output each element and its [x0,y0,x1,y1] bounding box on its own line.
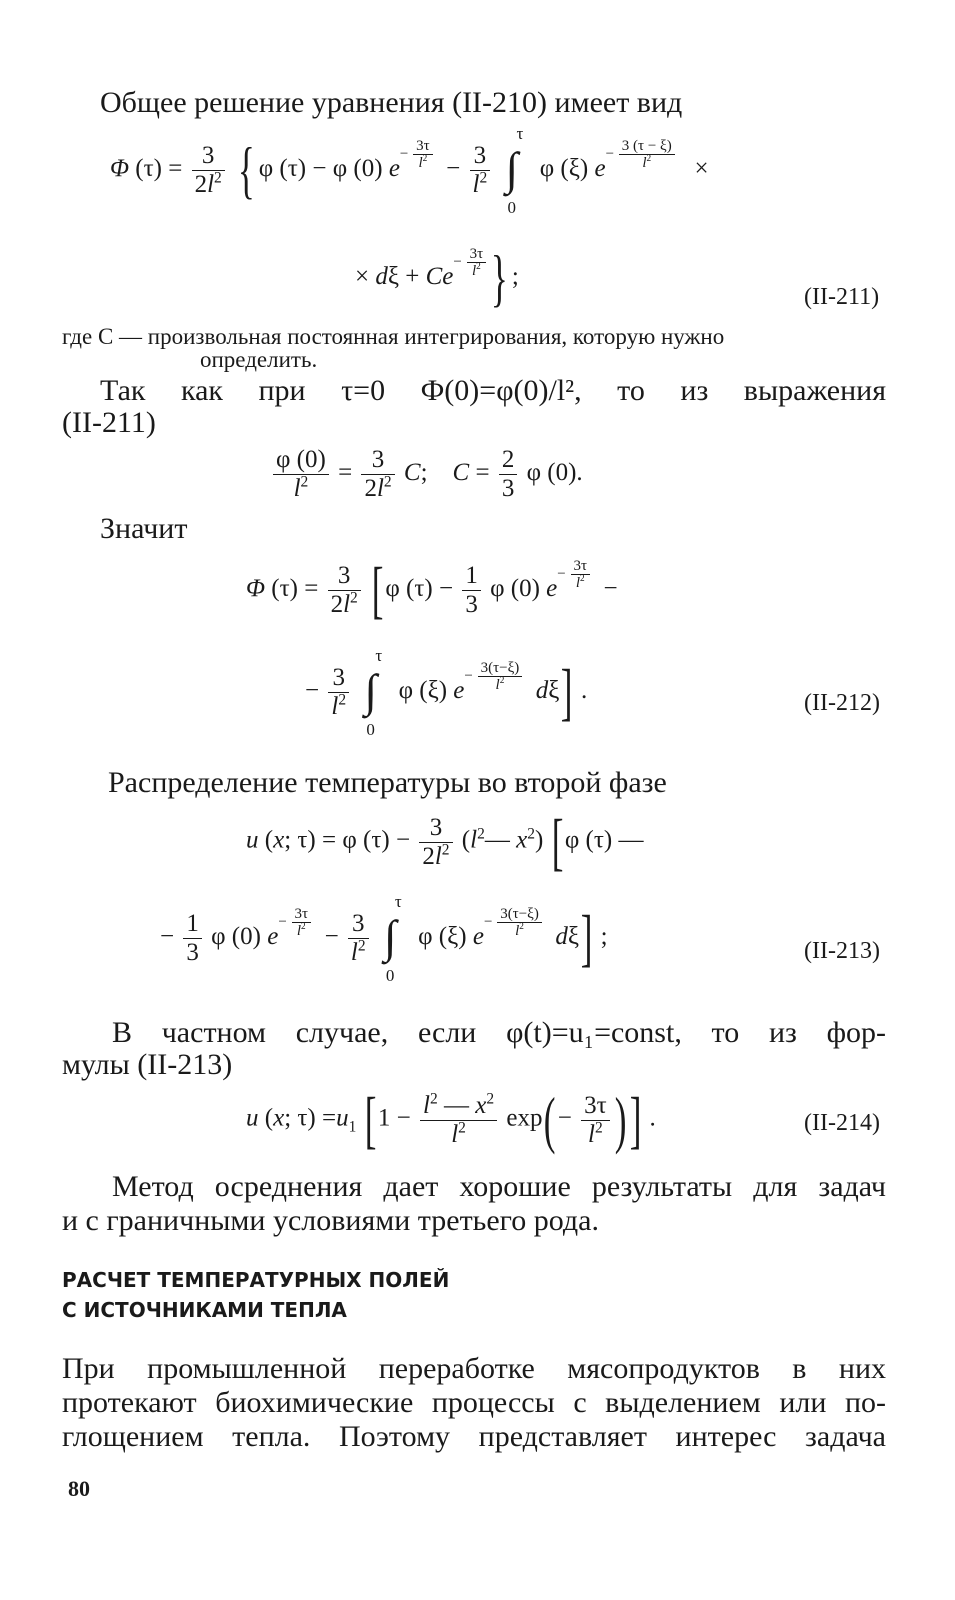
industry-text-line3: глощением тепла. Поэтому представляет интерес задача [62,1420,886,1453]
intro-text: Общее решение уравнения (II-210) имеет вид [100,86,683,119]
industry-text-line2: протекают биохимические процессы с выделением или по- [62,1386,886,1419]
equation-214: u (x; $\tau) =u_1$ [1 − $\frac{l^2 — x^2}{l^2}$ exp(− $\frac{3\tau}{l^2}$ )] . [246,1084,656,1155]
equation-212-line2: − $\frac{3}{l^2}$ ∫ τ 0 φ (ξ) e− $\frac{3(\tau-\xi)}{l^2}$ dξ] . [305,646,588,740]
equation-211-line2: × dξ + Ce− $\frac{3\tau}{l^2}$ } ; [355,242,519,314]
where-text-line1: где С — произвольная постоянная интегрирования, которую нужно [62,324,725,349]
method-text-line1: Метод осреднения дает хорошие результаты для задач [112,1170,886,1203]
particular-text-line1: В частном случае, если φ(t)=u₁=const, то из фор- [112,1016,886,1049]
since-text-line2: (II-211) [62,406,156,439]
therefore-text: Значит [100,512,188,545]
equation-number-213: (II-213) [804,938,880,964]
equation-number-212: (II-212) [804,690,880,716]
section-heading-line2: С ИСТОЧНИКАМИ ТЕПЛА [62,1298,347,1322]
page-number: 80 [68,1476,90,1501]
equation-213-line2: − $\frac{1}{3}$ φ (0) e− $\frac{3\tau}{l^2}$ − $\frac{3}{l^2}$ ∫ τ 0 φ (ξ) e− $\frac{3(\tau-\xi)}{l^2}$ dξ] ; [160,892,608,986]
since-text-line1: Так как при τ=0 Ф(0)=φ(0)/l², то из выражения [100,374,886,407]
distribution-text: Распределение температуры во второй фазе [108,766,667,799]
industry-text-line1: При промышленной переработке мясопродуктов в них [62,1352,886,1385]
particular-text-line2: мулы (II-213) [62,1048,233,1081]
method-text-line2: и с граничными условиями третьего рода. [62,1204,599,1237]
equation-211-line1: Φ (τ) = $\frac{3}{2l^2}$ { φ (τ) − φ (0) e− $\frac{3\tau}{l^2}$ − $\frac{3}{l^2}$ ∫ τ 0 φ (ξ) e− $\frac{3 (\tau - \xi)}{l^2}$ × [110,124,709,218]
equation-213-line1: u (x; τ) = φ (τ) − $\frac{3}{2l^2}$ ($l^2—$ $x^2$) [φ (τ) — [246,806,644,877]
equation-number-214: (II-214) [804,1110,880,1136]
equation-constant-c: $\frac{\varphi (0)}{l^2}$ = $\frac{3}{2l^2}$ C; C = $\frac{2}{3}$ φ (0). [270,446,583,503]
equation-number-211: (II-211) [804,284,880,310]
section-heading-line1: РАСЧЕТ ТЕМПЕРАТУРНЫХ ПОЛЕЙ [62,1268,450,1292]
where-text-line2: определить. [200,347,318,372]
equation-212-line1: Φ (τ) = $\frac{3}{2l^2}$ [φ (τ) − $\frac{1}{3}$ φ (0) e− $\frac{3\tau}{l^2}$ − [246,554,618,626]
